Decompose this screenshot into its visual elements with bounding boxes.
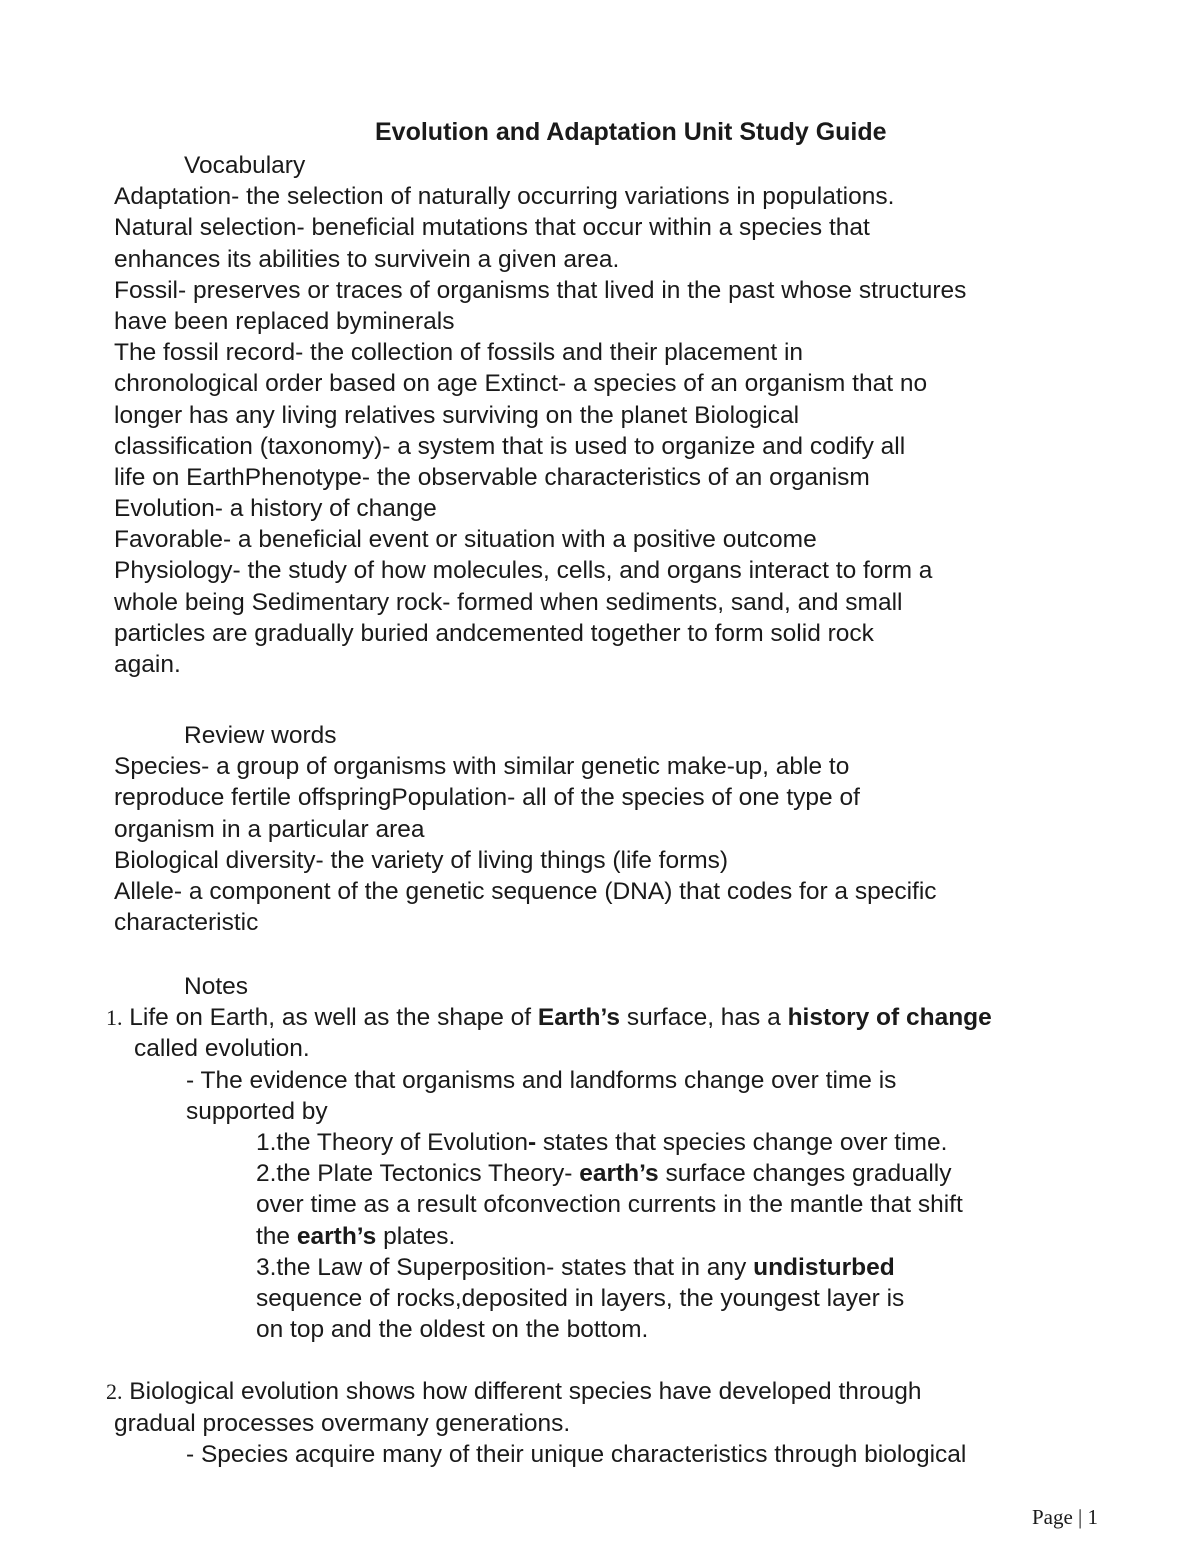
subnote-1-line [114, 1127, 992, 1158]
note-1-line [106, 1002, 992, 1033]
vocab-line: whole being Sedimentary rock- formed when sediments, sand, and small [114, 588, 903, 616]
subnote-2-line-end [114, 1221, 992, 1252]
notes-section [106, 971, 992, 1470]
vocab-line: Natural selection- beneficial mutations that occur within a species that [114, 214, 870, 242]
note-2-number: 2. [106, 1379, 123, 1405]
vocabulary-section [114, 150, 966, 680]
note-1-number: 1. [106, 1005, 123, 1031]
note-bold-text: undisturbed [753, 1253, 895, 1281]
note-text: plates. [376, 1222, 456, 1250]
subnote-3-line [114, 1252, 992, 1283]
note-bold-text: - [527, 1128, 537, 1156]
vocab-line: classification (taxonomy)- a system that is used to organize and codify all [114, 432, 906, 460]
vocab-line: Physiology- the study of how molecules, cells, and organs interact to form a [114, 557, 933, 585]
vocab-line: chronological order based on age Extinct- a species of an organism that no [114, 370, 928, 398]
note-line: on top and the oldest on the bottom. [256, 1316, 649, 1344]
note-line: supported by [186, 1097, 328, 1125]
note-text: Biological evolution shows how different species have developed through [122, 1378, 922, 1406]
vocab-line: The fossil record- the collection of fossils and their placement in [114, 339, 804, 367]
vocab-line: life on EarthPhenotype- the observable characteristics of an organism [114, 463, 870, 491]
vocab-line: Evolution- a history of change [114, 495, 437, 523]
note-line: sequence of rocks,deposited in layers, the youngest layer is [256, 1284, 905, 1312]
note-text: surface changes gradually [658, 1160, 952, 1188]
note-text: the [256, 1222, 297, 1250]
note-line: - Species acquire many of their unique characteristics through biological [186, 1440, 967, 1468]
note-text: states that species change over time. [536, 1128, 948, 1156]
document-title: Evolution and Adaptation Unit Study Guide [375, 118, 887, 146]
review-line: characteristic [114, 909, 259, 937]
note-text: 2.the Plate Tectonics Theory- [256, 1160, 580, 1188]
vocab-line: Adaptation- the selection of naturally occurring variations in populations. [114, 183, 895, 211]
blank-line [114, 1345, 992, 1376]
page-number-footer: Page | 1 [1031, 1505, 1098, 1529]
note-text: Life on Earth, as well as the shape of [122, 1004, 538, 1032]
subnote-2-line [114, 1158, 992, 1189]
vocab-line: particles are gradually buried andcemented together to form solid rock [114, 619, 874, 647]
note-bold-text: Earth’s [537, 1004, 621, 1032]
review-line: organism in a particular area [114, 815, 425, 843]
vocab-line: have been replaced byminerals [114, 307, 455, 335]
note-2-line [106, 1376, 992, 1407]
note-line: - The evidence that organisms and landforms change over time is [186, 1066, 897, 1094]
note-bold-text: earth’s [579, 1160, 659, 1188]
vocab-line: longer has any living relatives surviving on the planet Biological [114, 401, 800, 429]
vocabulary-heading: Vocabulary [184, 152, 306, 179]
review-line: Species- a group of organisms with similar genetic make-up, able to [114, 753, 850, 781]
review-line: Biological diversity- the variety of living things (life forms) [114, 846, 729, 874]
vocab-line: enhances its abilities to survivein a given area. [114, 245, 620, 273]
note-line: called evolution. [134, 1035, 310, 1063]
review-words-section [114, 720, 937, 938]
note-line: over time as a result ofconvection currents in the mantle that shift [256, 1191, 963, 1219]
vocab-line: Fossil- preserves or traces of organisms that lived in the past whose structures [114, 276, 967, 304]
vocab-line: again. [114, 651, 181, 678]
note-line: gradual processes overmany generations. [114, 1409, 571, 1437]
vocab-line: Favorable- a beneficial event or situation with a positive outcome [114, 526, 817, 554]
note-text: 1.the Theory of Evolution [256, 1128, 528, 1156]
note-text: 3.the Law of Superposition- states that in any [256, 1253, 754, 1281]
review-line: reproduce fertile offspringPopulation- all of the species of one type of [114, 784, 860, 812]
review-line: Allele- a component of the genetic sequence (DNA) that codes for a specific [114, 877, 937, 905]
review-words-heading: Review words [184, 722, 337, 749]
note-bold-text: history of change [787, 1004, 992, 1032]
note-bold-text: earth’s [296, 1222, 377, 1250]
notes-heading: Notes [184, 973, 249, 1000]
note-text: surface, has a [620, 1004, 788, 1032]
